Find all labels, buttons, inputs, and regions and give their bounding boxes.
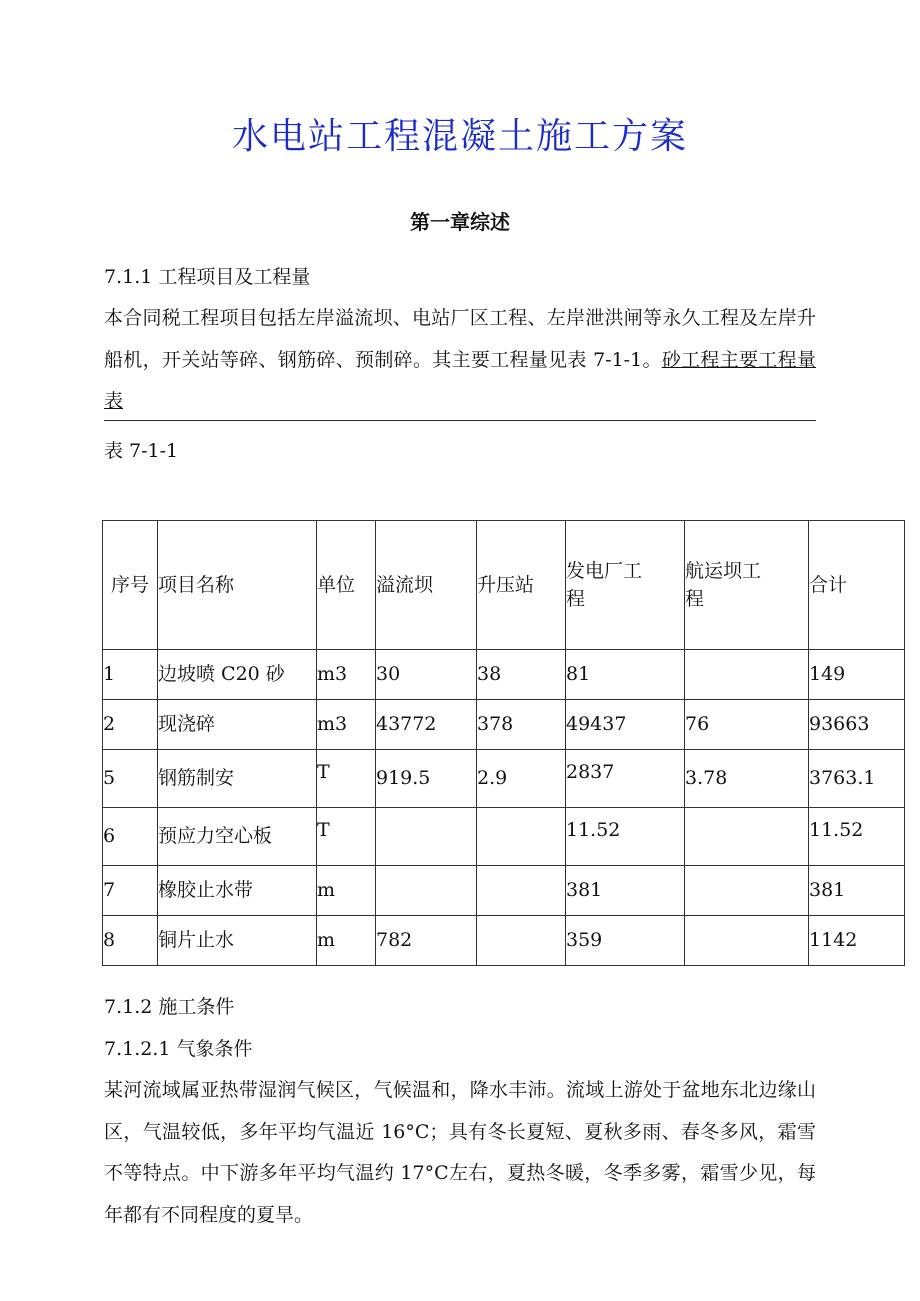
section-7-1-2-1-heading: 7.1.2.1 气象条件 (104, 1038, 253, 1060)
table-label: 表 7-1-1 (104, 440, 179, 462)
quantity-table (102, 520, 905, 966)
section-7-1-2-heading: 7.1.2 施工条件 (104, 996, 235, 1018)
cell: 93663 (809, 700, 905, 750)
cell: 11.52 (566, 808, 685, 866)
table-row (103, 700, 905, 750)
header-cell: 升压站 (477, 521, 566, 650)
cell (477, 808, 566, 866)
cell: 2 (103, 700, 158, 750)
divider-line (104, 420, 816, 421)
cell: 1 (103, 650, 158, 700)
cell: 43772 (376, 700, 477, 750)
cell: 81 (566, 650, 685, 700)
header-cell: 合计 (809, 521, 905, 650)
header-cell: 发电厂工程 (566, 521, 685, 650)
cell (685, 866, 809, 916)
table-row (103, 916, 905, 966)
cell (685, 916, 809, 966)
cell (477, 916, 566, 966)
table-row (103, 808, 905, 866)
cell: m3 (317, 650, 376, 700)
cell: 橡胶止水带 (158, 866, 317, 916)
cell: 2837 (566, 750, 685, 808)
cell (376, 866, 477, 916)
section-7-1-1-heading: 7.1.1 工程项目及工程量 (104, 266, 311, 288)
cell: 5 (103, 750, 158, 808)
header-cell: 单位 (317, 521, 376, 650)
paragraph-climate: 某河流域属亚热带湿润气候区，气候温和，降水丰沛。流域上游处于盆地东北边缘山区，气温较低，多年平均气温近 16°C；具有冬长夏短、夏秋多雨、春冬多风，霜雪不等特点。中下游多年平均气温约 17°C左右，夏热冬暖，冬季多雾，霜雪少见，每年都有不同程度的夏旱。 (104, 1079, 816, 1226)
cell: 149 (809, 650, 905, 700)
table-reference-link: 砂工程主要工程量表 (104, 348, 816, 412)
cell: 381 (809, 866, 905, 916)
cell (477, 866, 566, 916)
cell: 782 (376, 916, 477, 966)
cell (376, 808, 477, 866)
cell: 49437 (566, 700, 685, 750)
cell: 预应力空心板 (158, 808, 317, 866)
cell: 76 (685, 700, 809, 750)
cell: 边坡喷 C20 砂 (158, 650, 317, 700)
paragraph-project-scope (104, 298, 816, 423)
header-cell: 溢流坝 (376, 521, 477, 650)
cell: 6 (103, 808, 158, 866)
header-cell: 项目名称 (158, 521, 317, 650)
cell: 30 (376, 650, 477, 700)
cell: 7 (103, 866, 158, 916)
cell: 919.5 (376, 750, 477, 808)
cell: 378 (477, 700, 566, 750)
header-cell: 序号 (103, 521, 158, 650)
table-row (103, 750, 905, 808)
cell: 钢筋制安 (158, 750, 317, 808)
cell: 3763.1 (809, 750, 905, 808)
document-title: 水电站工程混凝土施工方案 (231, 116, 688, 157)
cell: 8 (103, 916, 158, 966)
cell: 现浇碎 (158, 700, 317, 750)
paragraph-text: 本合同税工程项目包括左岸溢流坝、电站厂区工程、左岸泄洪闸等永久工程及左岸升船机，开关站等碎、钢筋碎、预制碎。其主要工程量见表 7-1-1。 (104, 307, 816, 371)
cell (685, 650, 809, 700)
cell: 3.78 (685, 750, 809, 808)
cell: m (317, 916, 376, 966)
cell: 铜片止水 (158, 916, 317, 966)
cell: 11.52 (809, 808, 905, 866)
cell: 2.9 (477, 750, 566, 808)
cell: T (317, 808, 376, 866)
cell: m (317, 866, 376, 916)
header-cell: 航运坝工程 (685, 521, 809, 650)
cell: 1142 (809, 916, 905, 966)
chapter-heading: 第一章综述 (410, 210, 510, 234)
table-row (103, 650, 905, 700)
table-row (103, 866, 905, 916)
cell: 38 (477, 650, 566, 700)
cell (685, 808, 809, 866)
cell: 359 (566, 916, 685, 966)
cell: T (317, 750, 376, 808)
cell: 381 (566, 866, 685, 916)
cell: m3 (317, 700, 376, 750)
table-header-row (103, 521, 905, 650)
